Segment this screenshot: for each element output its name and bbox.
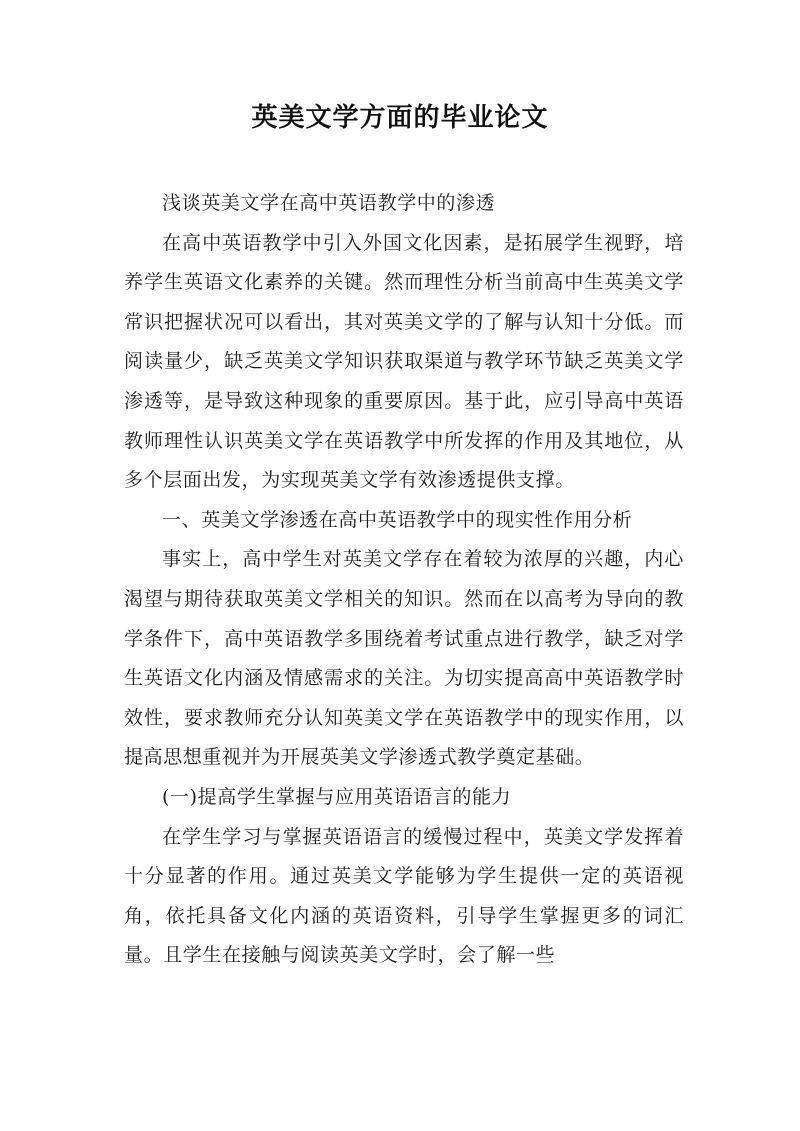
section-heading-1: 一、英美文学渗透在高中英语教学中的现实性作用分析: [162, 508, 633, 531]
document-title: 英美文学方面的毕业论文: [251, 103, 549, 133]
section-1-paragraph: 事实上，高中学生对英美文学存在着较为浓厚的兴趣，内心渴望与期待获取英美文学相关的知识。然而在以高考为导向的教学条件下，高中英语教学多围绕着考试重点进行教学，缺乏对学生英语文化内涵及情感需求的关注。为切实提高高中英语教学时效性，要求教师充分认知英美文学在英语教学中的现实作用，以提高思想重视并为开展英美文学渗透式教学奠定基础。: [124, 548, 684, 769]
document-body: [124, 184, 684, 976]
subtitle-paragraph: 浅谈英美文学在高中英语教学中的渗透: [162, 192, 496, 214]
abstract-paragraph: 在高中英语教学中引入外国文化因素，是拓展学生视野，培养学生英语文化素养的关键。然而理性分析当前高中生英美文学常识把握状况可以看出，其对英美文学的了解与认知十分低。而阅读量少，缺乏英美文学知识获取渠道与教学环节缺乏英美文学渗透等，是导致这种现象的重要原因。基于此，应引导高中英语教师理性认识英美文学在英语教学中所发挥的作用及其地位，从多个层面出发，为实现英美文学有效渗透提供支撑。: [124, 231, 684, 492]
subsection-1-paragraph: 在学生学习与掌握英语语言的缓慢过程中，英美文学发挥着十分显著的作用。通过英美文学能够为学生提供一定的英语视角，依托具备文化内涵的英语资料，引导学生掌握更多的词汇量。且学生在接触与阅读英美文学时，会了解一些: [124, 825, 684, 967]
subsection-heading-1: (一)提高学生掌握与应用英语语言的能力: [162, 785, 512, 808]
